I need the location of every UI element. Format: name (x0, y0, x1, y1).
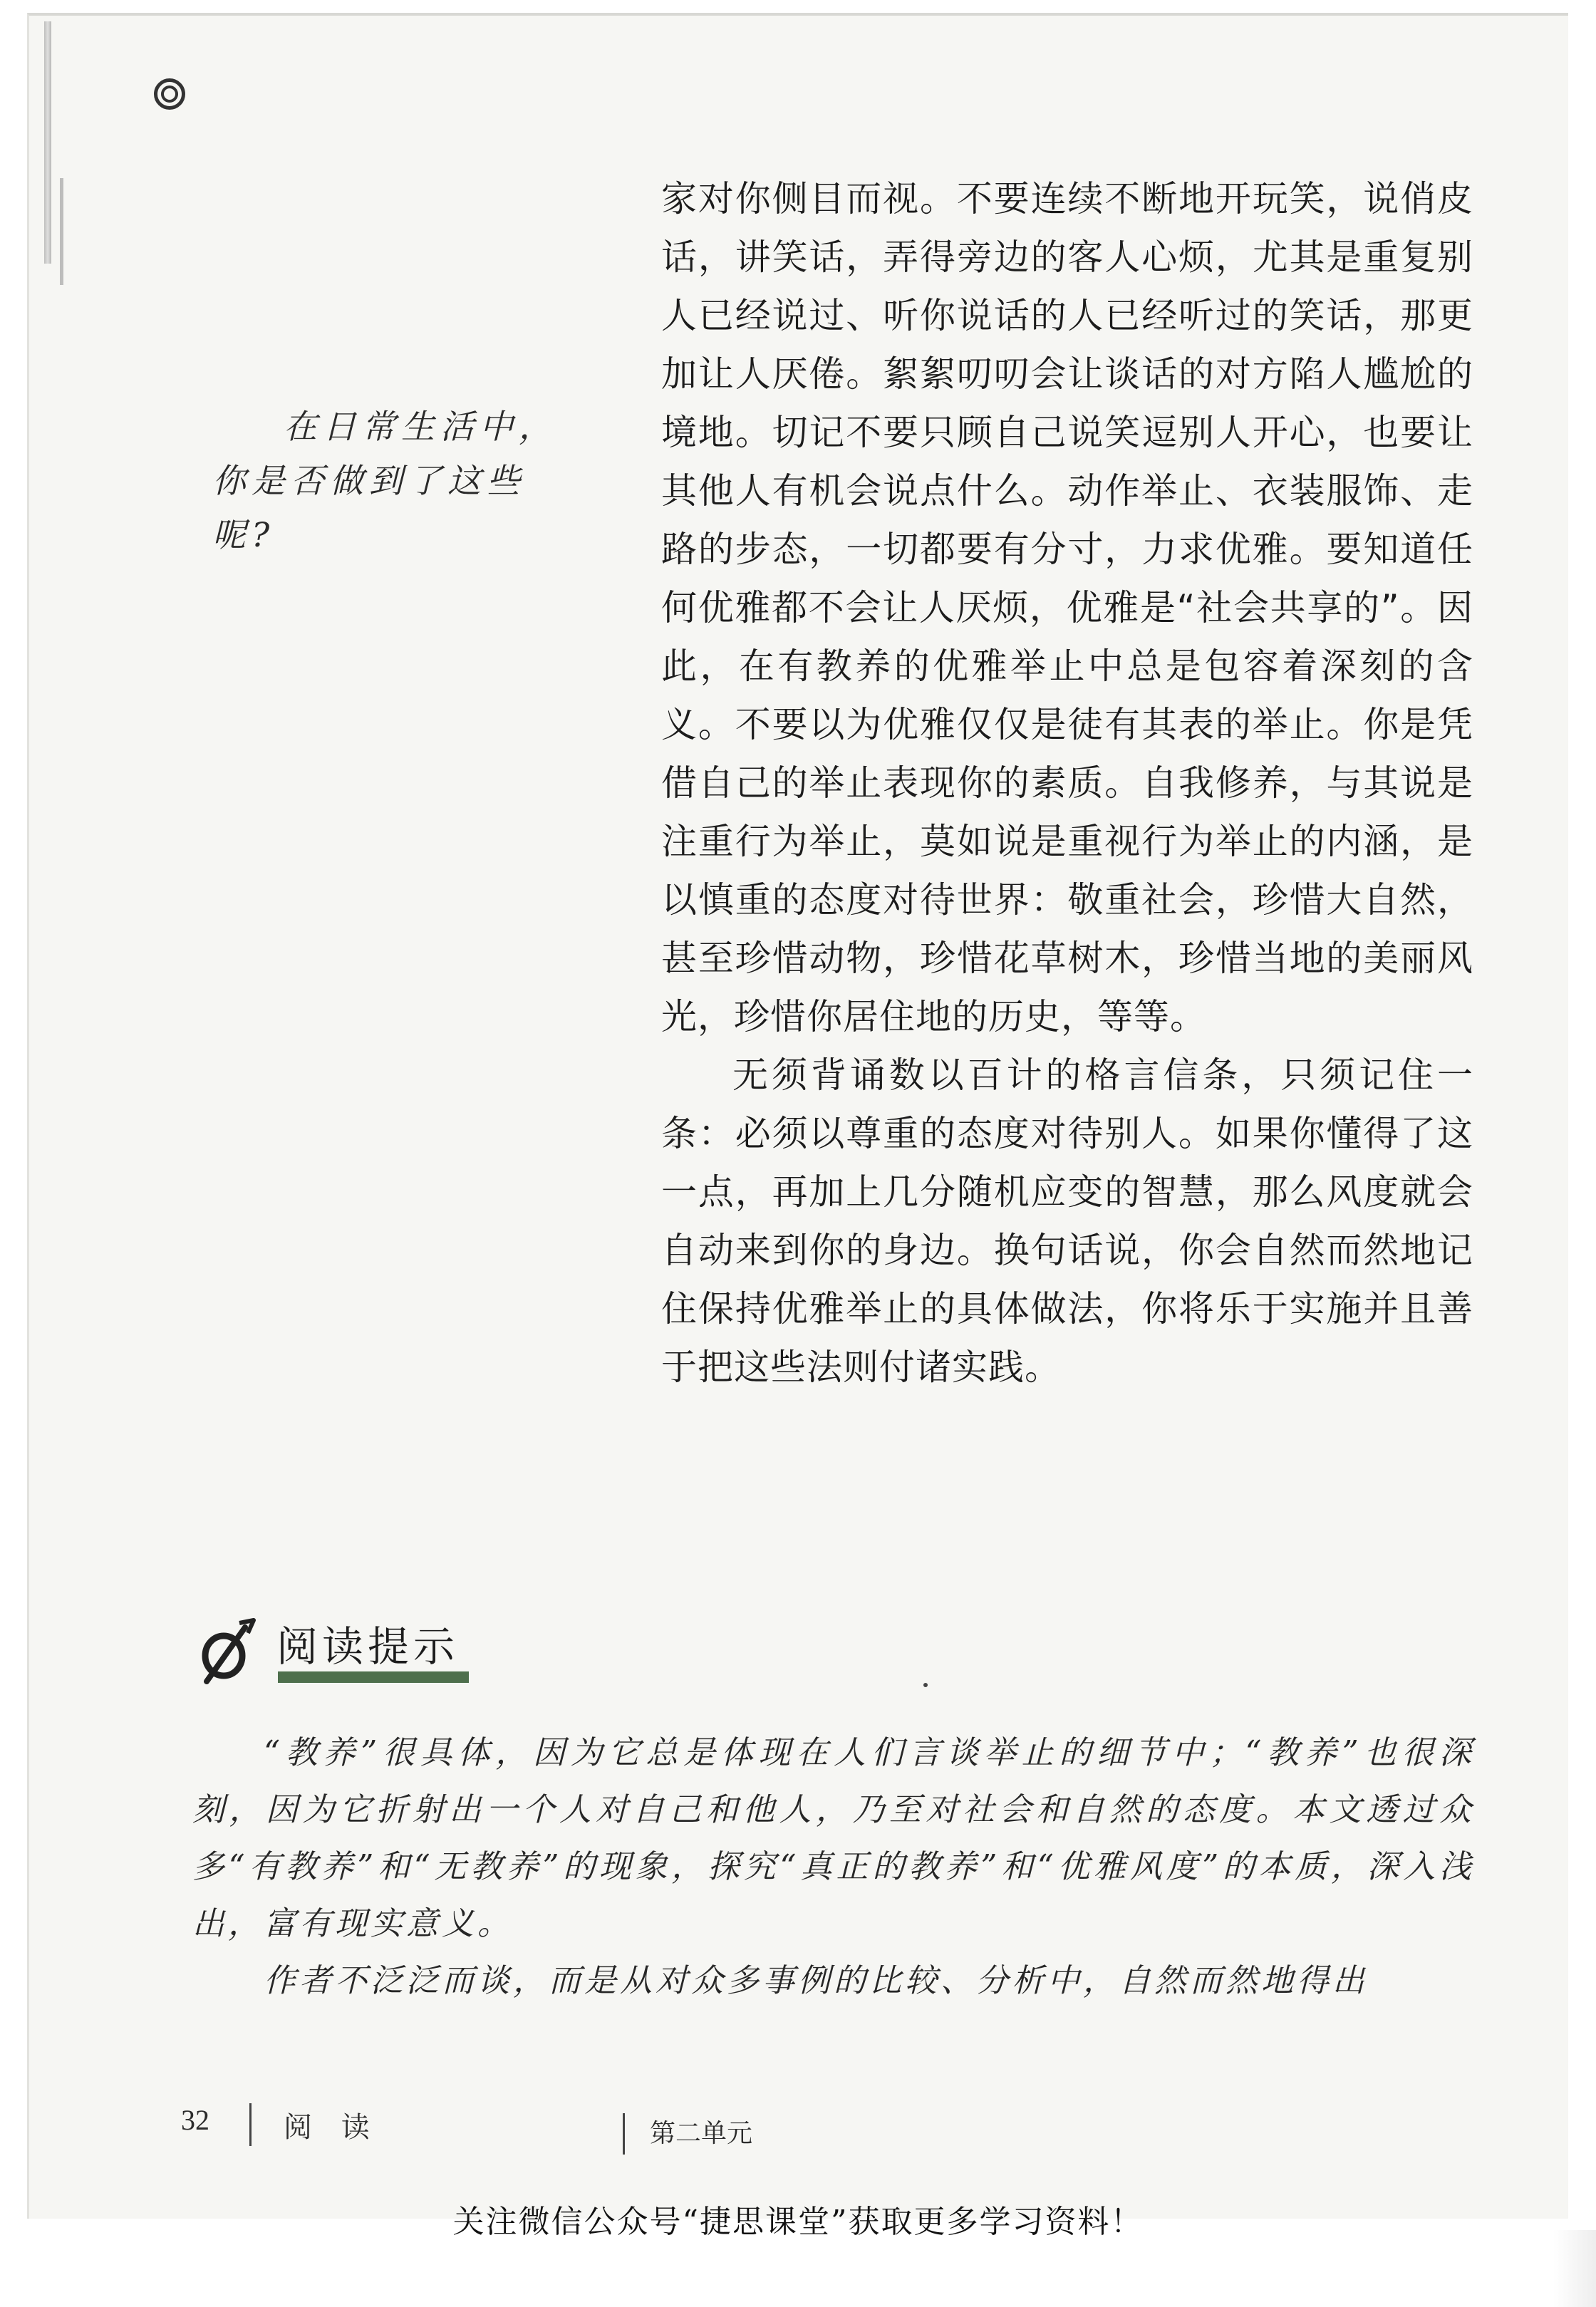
reading-tip-icon (192, 1616, 264, 1687)
section-title-underline (278, 1671, 469, 1683)
scan-edge-shadow (1553, 2230, 1596, 2307)
footer-divider (623, 2113, 625, 2155)
reading-tips-text (192, 1724, 1475, 2009)
footer-divider (249, 2103, 252, 2146)
main-paragraph: 无须背诵数以百计的格言信条，只须记住一条：必须以尊重的态度对待别人。如果你懂得了这一点，再加上几分随机应变的智慧，那么风度就会自动来到你的身边。换句话说，你会自然而然地记住保持优雅举止的具体做法，你将乐于实施并且善于把这些法则付诸实践。 (661, 1054, 1473, 1388)
binding-shadow-inner (60, 178, 63, 285)
margin-note: 在日常生活中，你是否做到了这些呢? (212, 408, 558, 555)
main-text (661, 170, 1473, 1396)
footer-unit-label: 第二单元 (650, 2119, 753, 2148)
stray-dot (923, 1683, 928, 1687)
page-number: 32 (181, 2104, 209, 2136)
tips-paragraph: “教养”很具体，因为它总是体现在人们言谈举止的细节中；“教养”也很深刻，因为它折射出一个人对自己和他人，乃至对社会和自然的态度。本文透过众多“有教养”和“无教养”的现象，探究“真正的教养”和“优雅风度”的本质，深入浅出，富有现实意义。 (192, 1733, 1475, 1942)
footer-notice: 关注微信公众号“捷思课堂”获取更多学习资料！ (452, 2204, 1144, 2240)
main-paragraph: 家对你侧目而视。不要连续不断地开玩笑，说俏皮话，讲笑话，弄得旁边的客人心烦，尤其是重复别人已经说过、听你说话的人已经听过的笑话，那更加让人厌倦。絮絮叨叨会让谈话的对方陷人尴尬的境地。切记不要只顾自己说笑逗别人开心，也要让其他人有机会说点什么。动作举止、衣装服饰、走路的步态，一切都要有分寸，力求优雅。要知道任何优雅都不会让人厌烦，优雅是“社会共享的”。因此，在有教养的优雅举止中总是包容着深刻的含义。不要以为优雅仅仅是徒有其表的举止。你是凭借自己的举止表现你的素质。自我修养，与其说是注重行为举止，莫如说是重视行为举止的内涵，是以慎重的态度对待世界：敬重社会，珍惜大自然，甚至珍惜动物，珍惜花草树木，珍惜当地的美丽风光，珍惜你居住地的历史，等等。 (661, 178, 1473, 1037)
circle-mark-icon (154, 78, 185, 110)
tips-paragraph: 作者不泛泛而谈，而是从对众多事例的比较、分析中，自然而然地得出 (264, 1961, 1369, 1999)
binding-shadow (44, 21, 51, 264)
section-title: 阅读提示 (276, 1622, 460, 1671)
footer-section-label: 阅 读 (284, 2111, 380, 2144)
